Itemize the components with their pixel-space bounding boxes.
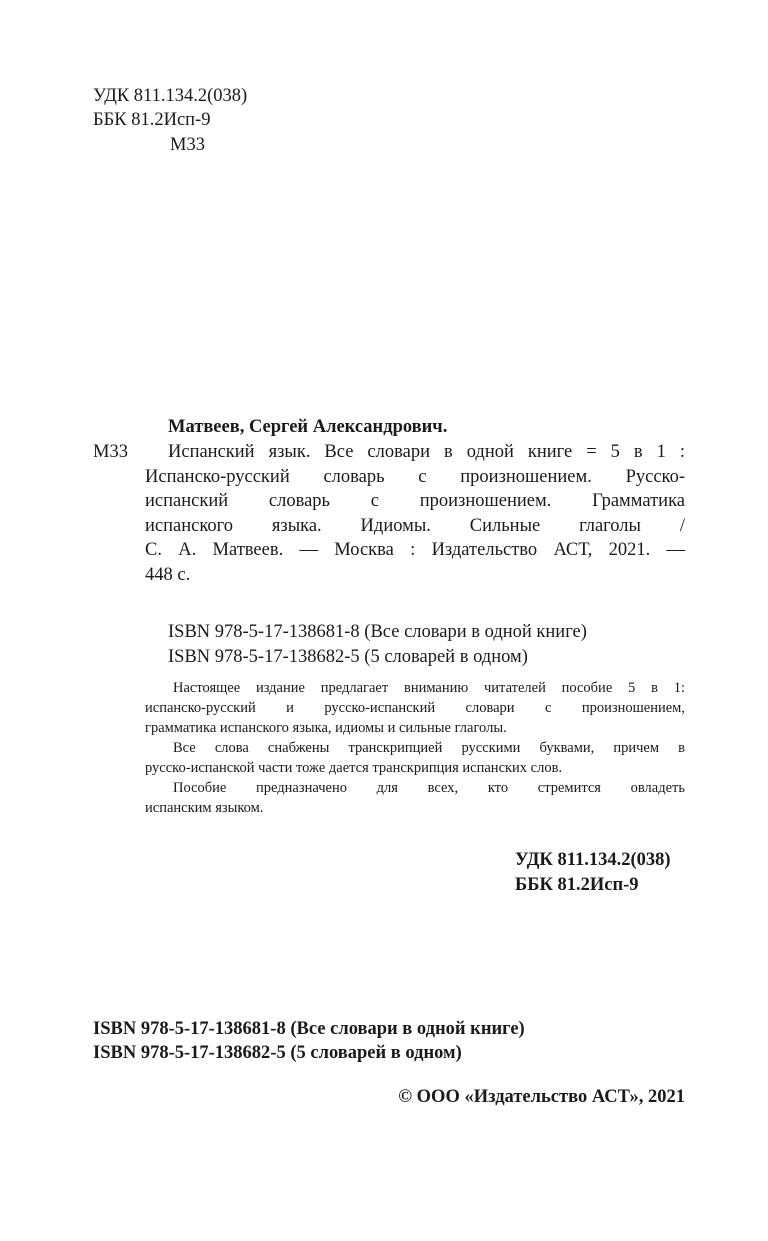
annotation-line: испанским языком. — [145, 800, 264, 816]
catalog-line: испанский словарь с произношением. Грамматика — [145, 491, 685, 512]
catalog-line: 448 с. — [145, 564, 191, 585]
catalog-line: С. А. Матвеев. — Москва : Издательство АСТ, 2021. — — [145, 540, 685, 561]
catalog-isbn-1: ISBN 978-5-17-138681-8 (Все словари в одной книге) — [168, 622, 587, 642]
footer-isbn-2: ISBN 978-5-17-138682-5 (5 словарей в одном) — [93, 1043, 462, 1063]
header-author-mark: М33 — [170, 135, 205, 155]
annotation — [145, 678, 685, 818]
annotation-line: Пособие предназначено для всех, кто стремится овладеть — [173, 780, 685, 796]
footer-udk: УДК 811.134.2(038) — [515, 850, 671, 870]
catalog-isbn-2: ISBN 978-5-17-138682-5 (5 словарей в одном) — [168, 647, 528, 667]
header-bbk: ББК 81.2Исп-9 — [93, 110, 211, 130]
catalog-line: испанского языка. Идиомы. Сильные глаголы / — [145, 515, 685, 536]
catalog-author: Матвеев, Сергей Александрович. — [168, 417, 448, 437]
catalog-line: Испанский язык. Все словари в одной книге = 5 в 1 : — [168, 442, 685, 462]
footer-isbn-1: ISBN 978-5-17-138681-8 (Все словари в одной книге) — [93, 1019, 525, 1039]
footer-bbk: ББК 81.2Исп-9 — [515, 875, 639, 895]
catalog-author-mark: М33 — [93, 442, 128, 462]
annotation-line: испанско-русский и русско-испанский словари с произношением, — [145, 700, 685, 716]
copyright: © ООО «Издательство АСТ», 2021 — [398, 1087, 685, 1107]
catalog-description — [145, 440, 685, 588]
header-udk: УДК 811.134.2(038) — [93, 86, 248, 106]
annotation-line: Настоящее издание предлагает вниманию читателей пособие 5 в 1: — [173, 680, 685, 696]
annotation-line: Все слова снабжены транскрипцией русскими буквами, причем в — [173, 740, 685, 756]
catalog-line: Испанско-русский словарь с произношением. Русско- — [145, 466, 685, 487]
annotation-line: русско-испанской части тоже дается транскрипция испанских слов. — [145, 760, 563, 776]
annotation-line: грамматика испанского языка, идиомы и сильные глаголы. — [145, 720, 507, 736]
